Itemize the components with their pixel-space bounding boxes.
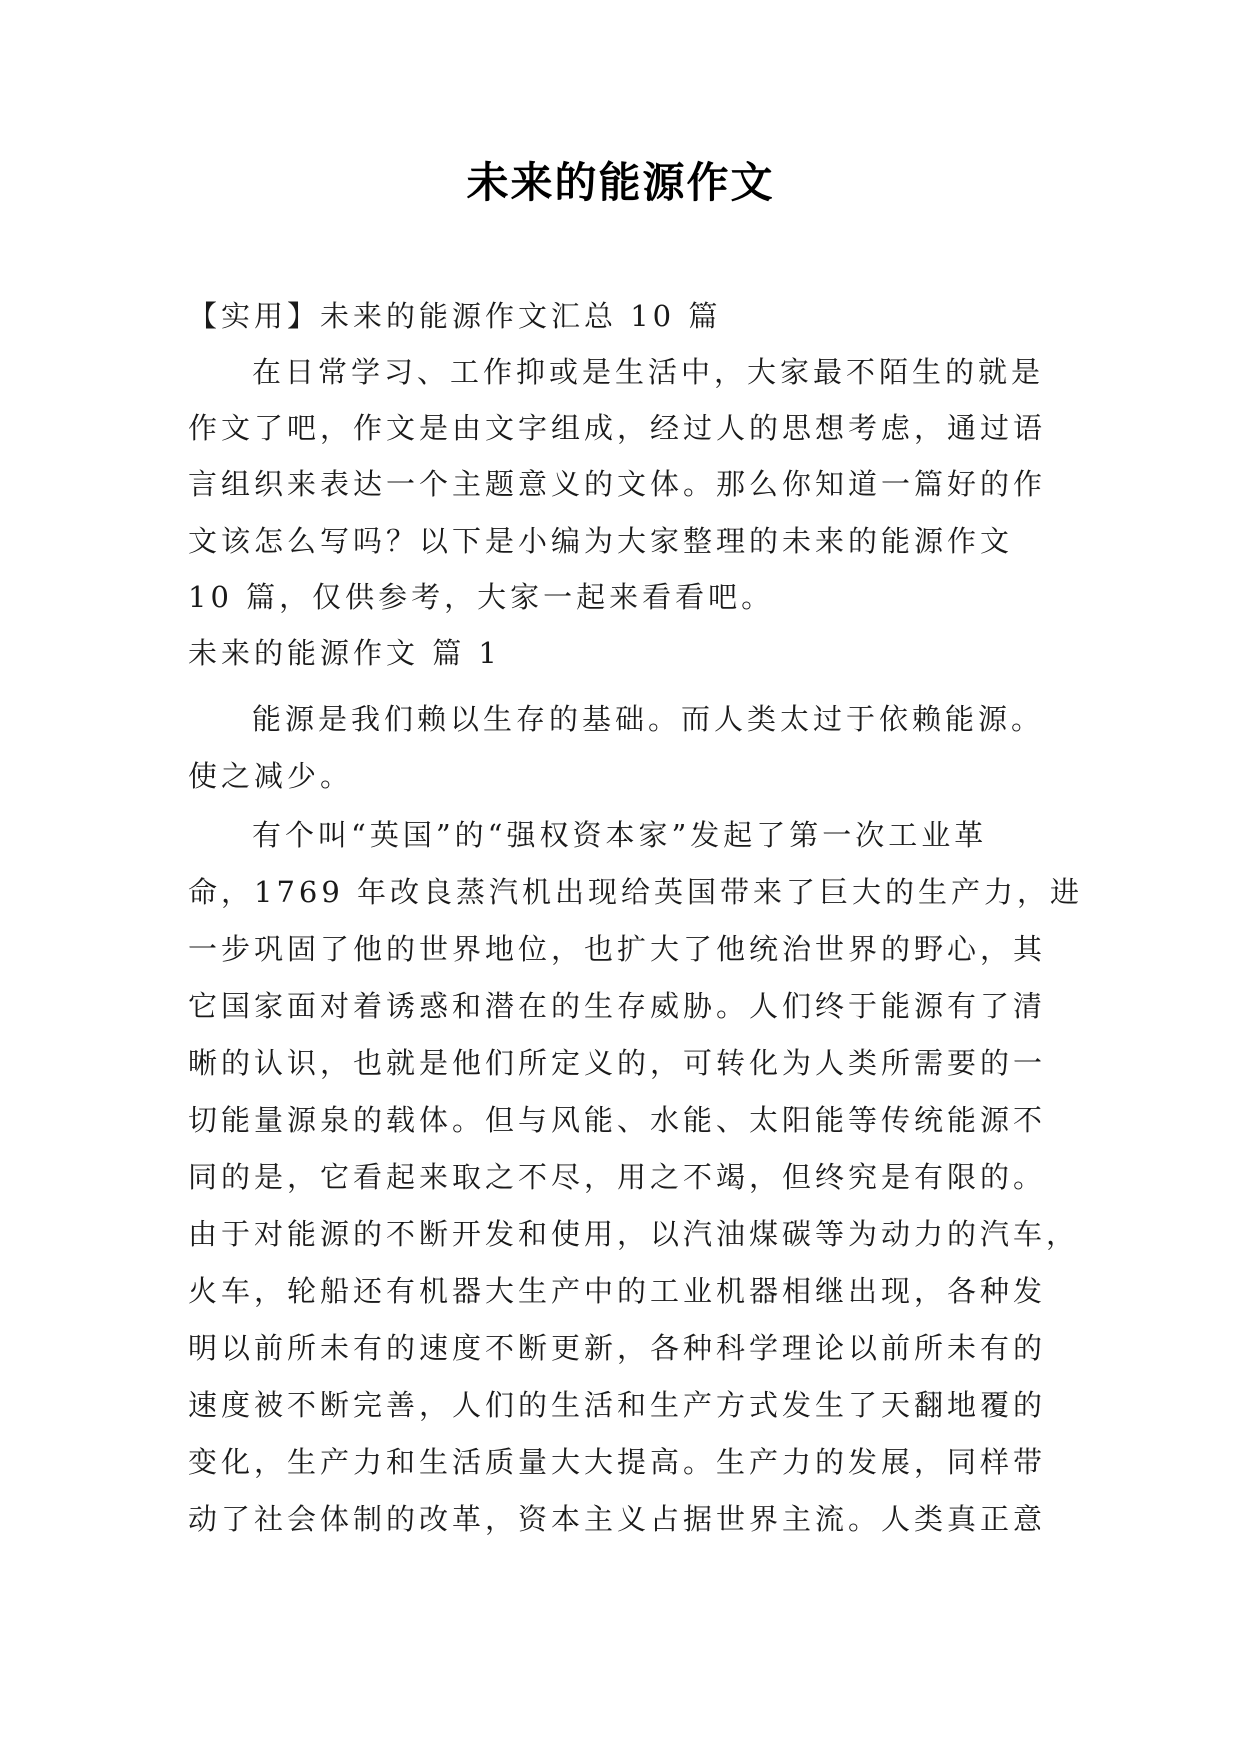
paragraph-line: 动了社会体制的改革，资本主义占据世界主流。人类真正意 xyxy=(188,1502,1047,1536)
paragraph-line: 由于对能源的不断开发和使用，以汽油煤碳等为动力的汽车， xyxy=(188,1217,1080,1251)
paragraph-line: 一步巩固了他的世界地位，也扩大了他统治世界的野心，其 xyxy=(188,932,1047,966)
paragraph-line: 使之减少。 xyxy=(188,759,354,793)
paragraph-line: 命，1769 年改良蒸汽机出现给英国带来了巨大的生产力，进 xyxy=(188,875,1084,909)
document-subtitle: 【实用】未来的能源作文汇总 10 篇 xyxy=(188,299,722,333)
intro-line: 10 篇，仅供参考，大家一起来看看吧。 xyxy=(188,580,775,614)
paragraph-line: 能源是我们赖以生存的基础。而人类太过于依赖能源。 xyxy=(252,702,1045,736)
intro-line: 在日常学习、工作抑或是生活中，大家最不陌生的就是 xyxy=(252,355,1045,389)
intro-line: 文该怎么写吗？以下是小编为大家整理的未来的能源作文 xyxy=(188,524,1014,558)
paragraph-line: 它国家面对着诱惑和潜在的生存威胁。人们终于能源有了清 xyxy=(188,989,1047,1023)
paragraph-line: 变化，生产力和生活质量大大提高。生产力的发展，同样带 xyxy=(188,1445,1047,1479)
paragraph-line: 火车，轮船还有机器大生产中的工业机器相继出现，各种发 xyxy=(188,1274,1047,1308)
paragraph-line: 明以前所未有的速度不断更新，各种科学理论以前所未有的 xyxy=(188,1331,1047,1365)
document-title: 未来的能源作文 xyxy=(466,158,775,207)
section-heading: 未来的能源作文 篇 1 xyxy=(188,636,501,670)
paragraph-line: 切能量源泉的载体。但与风能、水能、太阳能等传统能源不 xyxy=(188,1103,1047,1137)
paragraph-line: 晰的认识，也就是他们所定义的，可转化为人类所需要的一 xyxy=(188,1046,1047,1080)
intro-line: 言组织来表达一个主题意义的文体。那么你知道一篇好的作 xyxy=(188,467,1047,501)
paragraph-line: 同的是，它看起来取之不尽，用之不竭，但终究是有限的。 xyxy=(188,1160,1047,1194)
paragraph-line: 速度被不断完善，人们的生活和生产方式发生了天翻地覆的 xyxy=(188,1388,1047,1422)
paragraph-line: 有个叫“英国”的“强权资本家”发起了第一次工业革 xyxy=(252,818,988,852)
intro-line: 作文了吧，作文是由文字组成，经过人的思想考虑，通过语 xyxy=(188,411,1047,445)
